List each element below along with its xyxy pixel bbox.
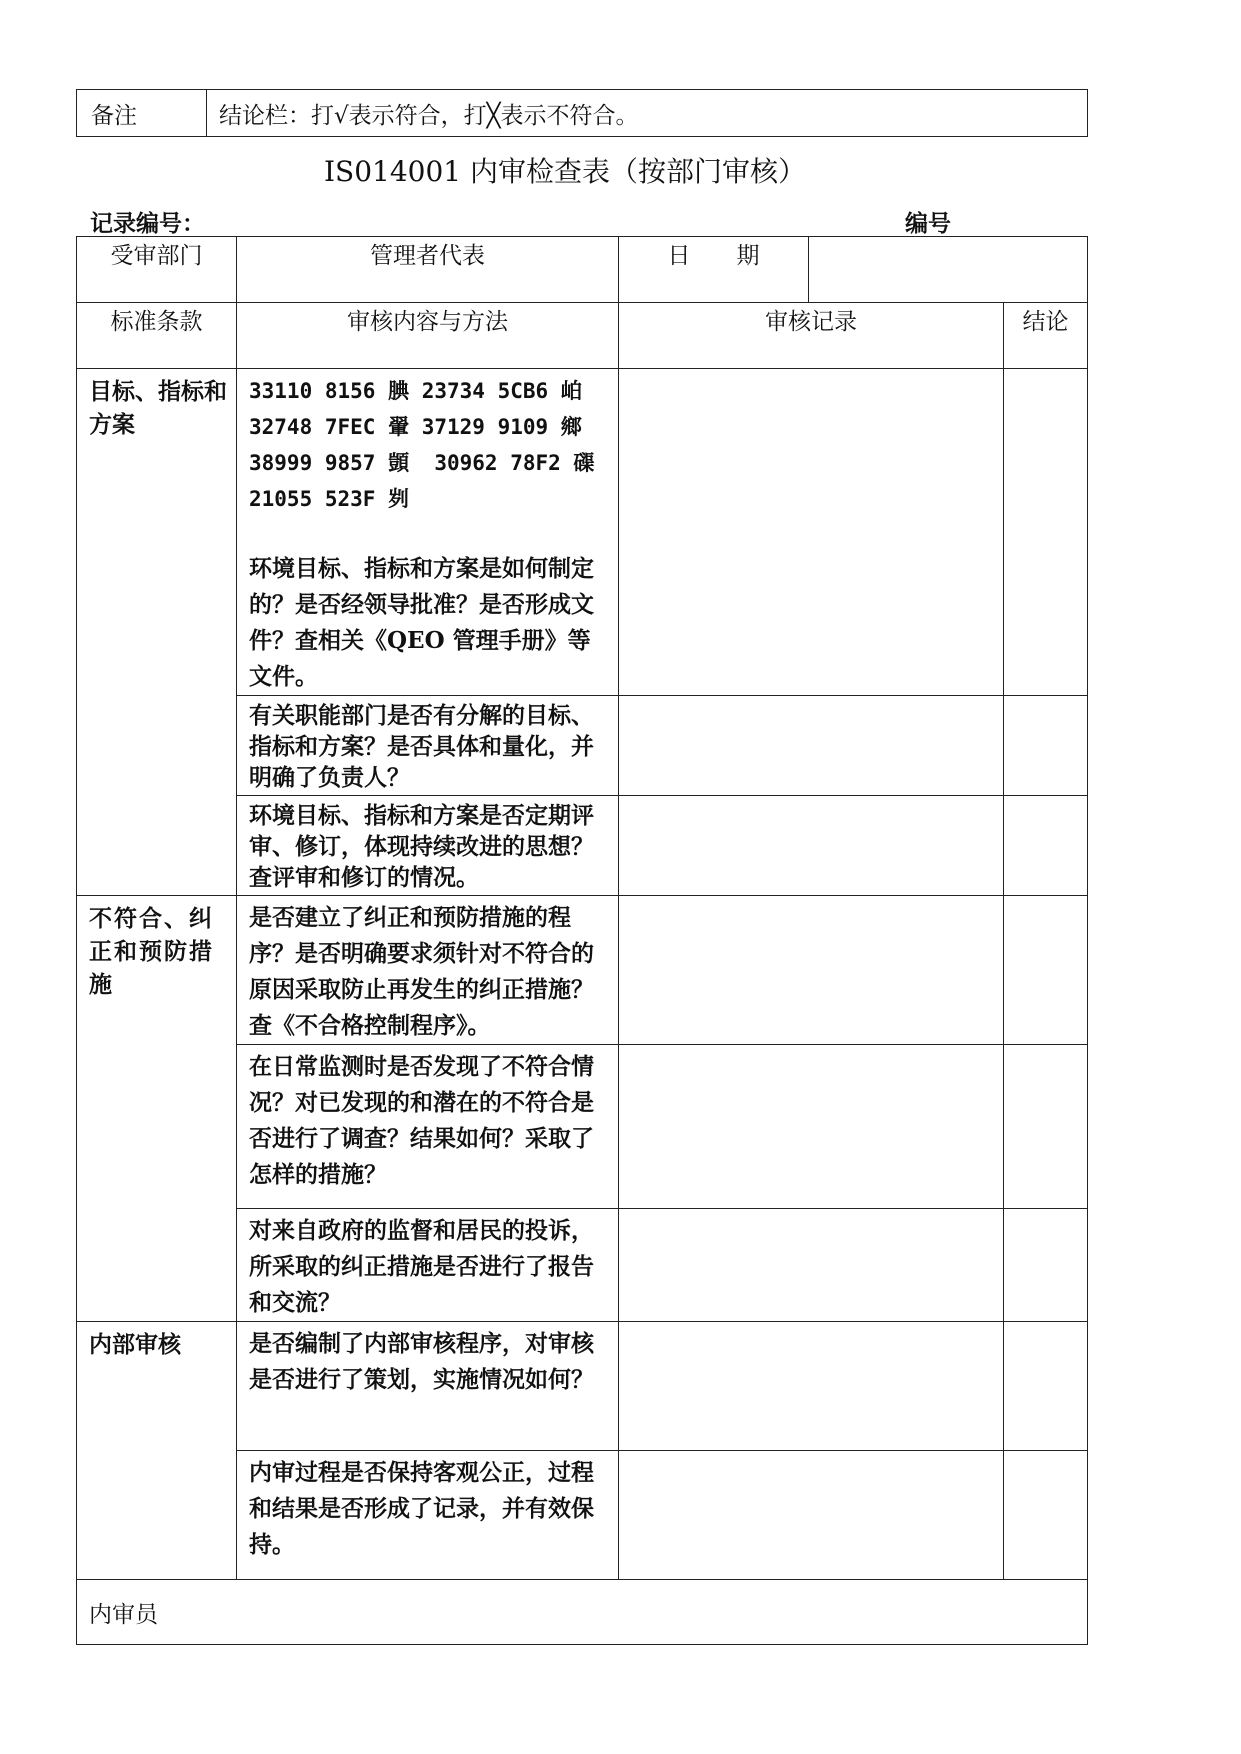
record-cell[interactable] [619, 369, 1004, 696]
content-cell: 有关职能部门是否有分解的目标、指标和方案？是否具体和量化，并明确了负责人？ [237, 696, 619, 796]
clause-cell: 内部审核 [77, 1322, 237, 1580]
record-cell[interactable] [619, 696, 1004, 796]
record-cell[interactable] [619, 796, 1004, 896]
content-cell: 是否建立了纠正和预防措施的程序？是否明确要求须针对不符合的原因采取防止再发生的纠正措施？查《不合格控制程序》。 [237, 896, 619, 1045]
auditor-label: 内审员 [77, 1580, 1088, 1645]
conclusion-cell[interactable] [1004, 1322, 1088, 1451]
record-number-label: 记录编号： [90, 210, 205, 237]
content-cell: 在日常监测时是否发现了不符合情况？对已发现的和潜在的不符合是否进行了调查？结果如何？采取了怎样的措施？ [237, 1045, 619, 1209]
table-row [77, 1322, 1088, 1451]
note-box [76, 89, 1088, 137]
number-label: 编号 [905, 210, 951, 237]
record-cell[interactable] [619, 896, 1004, 1045]
code-lines: 33110 8156 腆 23734 5CB6 岶 32748 7FEC 翬 37129 9109 鄉 38999 9857 顗 30962 78F2 磲 21055 523F 刿 [249, 379, 595, 511]
content-cell [237, 369, 619, 696]
note-label: 备注 [77, 90, 207, 136]
conclusion-cell[interactable] [1004, 1045, 1088, 1209]
record-cell[interactable] [619, 1209, 1004, 1322]
clause-header: 标准条款 [77, 303, 237, 369]
record-cell[interactable] [619, 1451, 1004, 1580]
conclusion-cell[interactable] [1004, 696, 1088, 796]
conclusion-cell[interactable] [1004, 1209, 1088, 1322]
mgr-rep-label: 管理者代表 [237, 237, 619, 303]
content-cell: 环境目标、指标和方案是否定期评审、修订，体现持续改进的思想？查评审和修订的情况。 [237, 796, 619, 896]
date-label: 日 期 [619, 237, 809, 303]
document-title-text: IS014001 内审检查表（按部门审核） [323, 155, 807, 188]
clause-cell: 目标、指标和方案 [77, 369, 237, 896]
conclusion-cell[interactable] [1004, 896, 1088, 1045]
content-cell: 对来自政府的监督和居民的投诉，所采取的纠正措施是否进行了报告和交流？ [237, 1209, 619, 1322]
table-row [77, 896, 1088, 1045]
record-header: 审核记录 [619, 303, 1004, 369]
conclusion-cell[interactable] [1004, 796, 1088, 896]
date-value-cell[interactable] [809, 237, 1088, 303]
conclusion-header: 结论 [1004, 303, 1088, 369]
conclusion-cell[interactable] [1004, 369, 1088, 696]
footer-row [77, 1580, 1088, 1645]
checklist-table [76, 236, 1088, 1645]
note-text: 结论栏：打√表示符合，打╳表示不符合。 [219, 102, 639, 129]
conclusion-cell[interactable] [1004, 1451, 1088, 1580]
dept-label: 受审部门 [77, 237, 237, 303]
record-cell[interactable] [619, 1322, 1004, 1451]
method-header: 审核内容与方法 [237, 303, 619, 369]
table-row [77, 369, 1088, 696]
content-cell: 是否编制了内部审核程序，对审核是否进行了策划，实施情况如何？ [237, 1322, 619, 1451]
document-title [0, 150, 1100, 190]
content-text: 环境目标、指标和方案是如何制定的？是否经领导批准？是否形成文件？查相关《QEO 管理手册》等文件。 [249, 555, 594, 690]
clause-cell: 不符合、纠正和预防措施 [77, 896, 237, 1322]
content-cell: 内审过程是否保持客观公正，过程和结果是否形成了记录，并有效保持。 [237, 1451, 619, 1580]
header-row-1 [77, 237, 1088, 303]
header-row-2 [77, 303, 1088, 369]
record-cell[interactable] [619, 1045, 1004, 1209]
